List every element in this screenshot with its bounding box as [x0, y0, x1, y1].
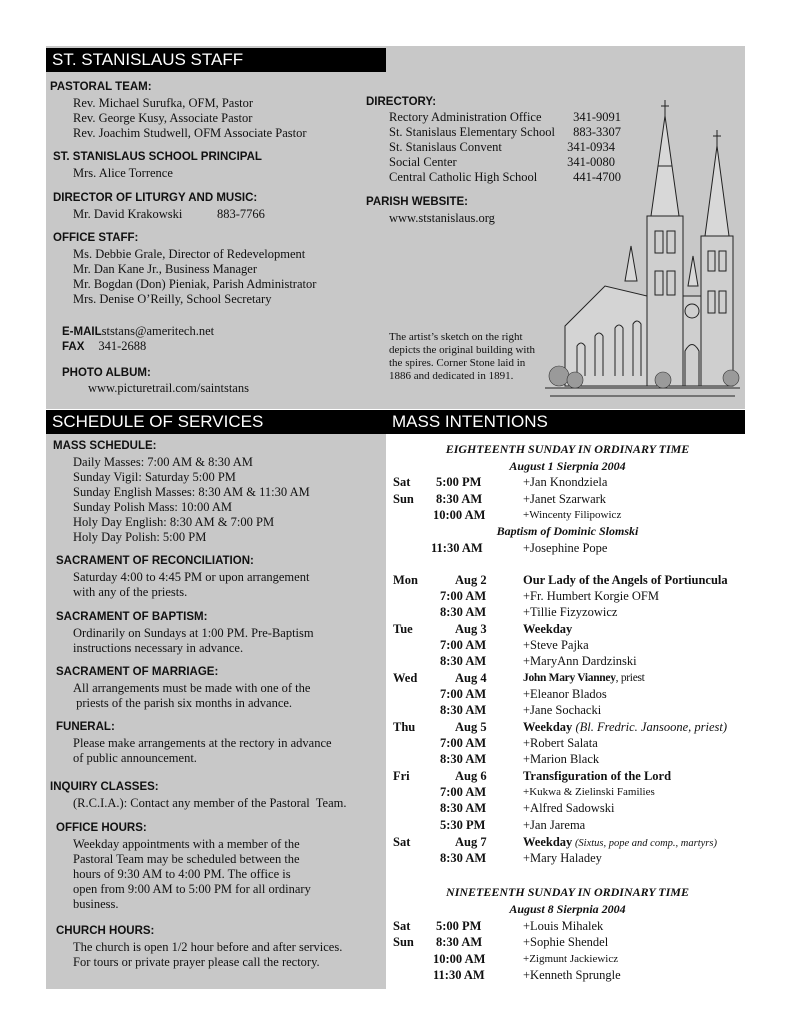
- staff-title-bar: [46, 48, 386, 72]
- intention-text: +Tillie Fizyzowicz: [523, 605, 618, 619]
- intention-text: +Alfred Sadowski: [523, 801, 615, 815]
- website-url[interactable]: www.ststanislaus.org: [389, 211, 495, 225]
- weekday-feast: Weekday: [523, 622, 573, 636]
- church-hours-line: The church is open 1/2 hour before and after services.: [73, 940, 343, 954]
- weekday-date: Aug 6: [455, 769, 487, 783]
- email-label: E-MAIL: [62, 326, 102, 338]
- weekday-feast: John Mary Vianney: [523, 672, 616, 684]
- intention-row: [390, 817, 740, 833]
- intention-text: +Jan Knondziela: [523, 475, 608, 489]
- intention-row: [390, 784, 740, 800]
- inquiry-text: (R.C.I.A.): Contact any member of the Pastoral Team.: [73, 796, 347, 810]
- intention-row: [390, 604, 740, 620]
- weekday-feast-note: (Bl. Fredric. Jansoone, priest): [572, 720, 728, 734]
- intention-text: +Steve Pajka: [523, 638, 589, 652]
- weekday-header-row: [390, 834, 740, 850]
- services-title-bar: [46, 410, 386, 434]
- intention-row: [390, 918, 740, 934]
- intention-text: +Kenneth Sprungle: [523, 968, 621, 982]
- intentions-title: MASS INTENTIONS: [392, 412, 548, 431]
- intention-text: +Mary Haladey: [523, 851, 602, 865]
- intention-time: 8:30 AM: [440, 703, 487, 717]
- intention-time: 7:00 AM: [440, 736, 487, 750]
- reconciliation-text: [73, 570, 309, 600]
- pastoral-member: Rev. George Kusy, Associate Pastor: [73, 111, 253, 125]
- pastoral-member: Rev. Michael Surufka, OFM, Pastor: [73, 96, 254, 110]
- liturgy-name: Mr. David Krakowski: [73, 207, 183, 221]
- weekday-feast: Transfiguration of the Lord: [523, 769, 672, 783]
- weekday-date: Aug 3: [455, 622, 487, 636]
- directory-phone: 341-9091: [573, 110, 621, 124]
- weekday-header-row: [390, 572, 740, 588]
- intention-time: 11:30 AM: [431, 541, 483, 555]
- office-hours-line: hours of 9:30 AM to 4:00 PM. The office is: [73, 867, 291, 881]
- email-address[interactable]: ststans@ameritech.net: [101, 324, 215, 338]
- office-hours-heading: OFFICE HOURS:: [56, 822, 147, 834]
- principal-heading: ST. STANISLAUS SCHOOL PRINCIPAL: [53, 151, 262, 163]
- pastoral-list: [73, 96, 307, 141]
- office-hours-line: business.: [73, 897, 119, 911]
- baptism-line: Ordinarily on Sundays at 1:00 PM. Pre-Baptism: [73, 626, 314, 640]
- baptism-heading: SACRAMENT OF BAPTISM:: [56, 611, 208, 623]
- mass-schedule-item: Holy Day English: 8:30 AM & 7:00 PM: [73, 515, 275, 529]
- intention-row: [390, 800, 740, 816]
- office-staff-member: Mr. Dan Kane Jr., Business Manager: [73, 262, 257, 276]
- pastoral-member: Rev. Joachim Studwell, OFM Associate Pastor: [73, 126, 307, 140]
- office-hours-line: Weekday appointments with a member of the: [73, 837, 300, 851]
- intention-row: [390, 507, 740, 523]
- weekday-header-row: [390, 719, 740, 735]
- reconciliation-line: with any of the priests.: [73, 585, 188, 599]
- liturgy-phone: 883-7766: [217, 207, 265, 221]
- weekday-feast: Our Lady of the Angels of Portiuncula: [523, 573, 728, 587]
- intention-time: 7:00 AM: [440, 589, 487, 603]
- mass-schedule-list: [73, 455, 310, 545]
- intention-time: 8:30 AM: [440, 801, 487, 815]
- intention-time: 8:30 AM: [440, 752, 487, 766]
- intention-text: +Wincenty Filipowicz: [523, 509, 622, 521]
- intention-time: 8:30 AM: [440, 654, 487, 668]
- directory-phone: 341-0080: [567, 155, 615, 169]
- intentions-title-bar: [386, 410, 745, 434]
- weekday-day: Tue: [393, 622, 413, 636]
- intention-time: 7:00 AM: [440, 638, 487, 652]
- weekday-feast-note: , priest: [615, 672, 645, 684]
- website-heading: PARISH WEBSITE:: [366, 196, 469, 208]
- church-hours-text: [73, 940, 342, 970]
- photo-album-url[interactable]: www.picturetrail.com/saintstans: [88, 381, 249, 395]
- intention-row: [390, 653, 740, 669]
- office-hours-line: Pastoral Team may be scheduled between the: [73, 852, 300, 866]
- intention-row: [390, 934, 740, 950]
- directory-name: Central Catholic High School: [389, 170, 538, 184]
- fax-label: FAX: [62, 341, 85, 353]
- office-hours-line: open from 9:00 AM to 5:00 PM for all ordinary: [73, 882, 311, 896]
- marriage-line: All arrangements must be made with one of the: [73, 681, 311, 695]
- mass-schedule-item: Sunday Polish Mass: 10:00 AM: [73, 500, 233, 514]
- intention-text: +Eleanor Blados: [523, 687, 607, 701]
- directory-phone: 341-0934: [567, 140, 615, 154]
- office-staff-member: Ms. Debbie Grale, Director of Redevelopment: [73, 247, 306, 261]
- office-staff-list: [73, 247, 316, 307]
- weekday-header-row: [390, 670, 740, 686]
- fax-number: 341-2688: [98, 339, 147, 353]
- weekday-date: Aug 4: [455, 671, 487, 685]
- intention-day: Sun: [393, 935, 414, 949]
- mass-schedule-heading: MASS SCHEDULE:: [53, 440, 157, 452]
- directory-name: Rectory Administration Office: [389, 110, 542, 124]
- intention-time: 7:00 AM: [440, 785, 487, 799]
- baptism-note: Baptism of Dominic Slomski: [496, 524, 639, 538]
- intention-text: +Jan Jarema: [523, 818, 586, 832]
- intention-text: +MaryAnn Dardzinski: [523, 654, 637, 668]
- weekday-header-row: [390, 768, 740, 784]
- fax-line: [62, 337, 146, 355]
- intention-text: +Jane Sochacki: [523, 703, 602, 717]
- intention-text: +Janet Szarwark: [523, 492, 607, 506]
- mass-schedule-item: Daily Masses: 7:00 AM & 8:30 AM: [73, 455, 253, 469]
- intention-day: Sat: [393, 475, 411, 489]
- intention-time: 8:30 AM: [440, 605, 487, 619]
- intention-row: [390, 686, 740, 702]
- week1-title: EIGHTEENTH SUNDAY IN ORDINARY TIME: [445, 442, 690, 456]
- intention-text: +Josephine Pope: [523, 541, 608, 555]
- weekday-feast-line: [523, 719, 727, 735]
- weekday-day: Fri: [393, 769, 410, 783]
- week2-title: NINETEENTH SUNDAY IN ORDINARY TIME: [446, 885, 689, 899]
- intention-time: 5:00 PM: [436, 475, 482, 489]
- office-staff-heading: OFFICE STAFF:: [53, 232, 139, 244]
- intention-time: 5:30 PM: [440, 818, 486, 832]
- intention-time: 8:30 AM: [436, 492, 483, 506]
- reconciliation-line: Saturday 4:00 to 4:45 PM or upon arrangement: [73, 570, 310, 584]
- week1-date: August 1 Sierpnia 2004: [509, 459, 626, 473]
- intention-row: [390, 491, 740, 507]
- baptism-line: instructions necessary in advance.: [73, 641, 244, 655]
- office-staff-member: Mrs. Denise O’Reilly, School Secretary: [73, 292, 272, 306]
- directory-name: St. Stanislaus Convent: [389, 140, 502, 154]
- weekday-day: Sat: [393, 835, 411, 849]
- mass-schedule-item: Sunday English Masses: 8:30 AM & 11:30 AM: [73, 485, 310, 499]
- funeral-heading: FUNERAL:: [56, 721, 115, 733]
- mass-schedule-item: Sunday Vigil: Saturday 5:00 PM: [73, 470, 236, 484]
- intention-time: 10:00 AM: [433, 508, 486, 522]
- intention-text: +Louis Mihalek: [523, 919, 604, 933]
- directory-phone: 883-3307: [573, 125, 621, 139]
- intention-text: +Fr. Humbert Korgie OFM: [523, 589, 659, 603]
- intention-row: [390, 540, 740, 556]
- weekday-day: Mon: [393, 573, 418, 587]
- intention-row: [390, 588, 740, 604]
- mass-schedule-item: Holy Day Polish: 5:00 PM: [73, 530, 207, 544]
- intention-text: +Kukwa & Zielinski Families: [523, 786, 655, 798]
- intention-day: Sat: [393, 919, 411, 933]
- funeral-text: [73, 736, 332, 766]
- intention-row: [390, 967, 740, 983]
- sketch-caption: The artist’s sketch on the right depicts the original building with the spires. Corner Stone laid in 1886 and dedicated in 1891.: [389, 331, 536, 382]
- liturgy-heading: DIRECTOR OF LITURGY AND MUSIC:: [53, 192, 258, 204]
- intention-row: [390, 735, 740, 751]
- intention-text: +Marion Black: [523, 752, 600, 766]
- intention-time: 11:30 AM: [433, 968, 485, 982]
- intention-row: [390, 951, 740, 967]
- weekday-feast-note: (Sixtus, pope and comp., martyrs): [572, 838, 717, 849]
- week2-date: August 8 Sierpnia 2004: [509, 902, 626, 916]
- intention-time: 10:00 AM: [433, 952, 486, 966]
- weekday-day: Wed: [393, 671, 418, 685]
- intention-row: [390, 474, 740, 490]
- services-title: SCHEDULE OF SERVICES: [52, 412, 264, 431]
- photo-album-heading: PHOTO ALBUM:: [62, 367, 151, 379]
- marriage-line: priests of the parish six months in advance.: [73, 696, 293, 710]
- intention-row: [390, 751, 740, 767]
- marriage-text: [73, 681, 310, 711]
- weekday-day: Thu: [393, 720, 416, 734]
- staff-title: ST. STANISLAUS STAFF: [52, 50, 244, 69]
- funeral-line: Please make arrangements at the rectory in advance: [73, 736, 332, 750]
- weekday-feast: Weekday: [523, 720, 573, 734]
- weekday-date: Aug 5: [455, 720, 487, 734]
- directory-name: Social Center: [389, 155, 457, 169]
- intention-row: [390, 702, 740, 718]
- office-hours-text: [73, 837, 311, 912]
- reconciliation-heading: SACRAMENT OF RECONCILIATION:: [56, 555, 254, 567]
- funeral-line: of public announcement.: [73, 751, 197, 765]
- church-hours-line: For tours or private prayer please call the rectory.: [73, 955, 320, 969]
- directory-name: St. Stanislaus Elementary School: [389, 125, 555, 139]
- office-staff-member: Mr. Bogdan (Don) Pieniak, Parish Administrator: [73, 277, 317, 291]
- directory-heading: DIRECTORY:: [366, 96, 437, 108]
- weekday-date: Aug 2: [455, 573, 487, 587]
- intention-time: 5:00 PM: [436, 919, 482, 933]
- inquiry-heading: INQUIRY CLASSES:: [50, 781, 159, 793]
- marriage-heading: SACRAMENT OF MARRIAGE:: [56, 666, 219, 678]
- church-sketch-image: [545, 96, 740, 404]
- intention-row: [390, 850, 740, 866]
- intention-time: 8:30 AM: [440, 851, 487, 865]
- directory-phone: 441-4700: [573, 170, 621, 184]
- weekday-feast-line: [523, 670, 645, 686]
- intention-time: 7:00 AM: [440, 687, 487, 701]
- intention-text: +Robert Salata: [523, 736, 598, 750]
- intention-text: +Sophie Shendel: [523, 935, 609, 949]
- intention-row: [390, 637, 740, 653]
- weekday-header-row: [390, 621, 740, 637]
- weekday-feast: Weekday: [523, 835, 573, 849]
- intention-day: Sun: [393, 492, 414, 506]
- principal-name: Mrs. Alice Torrence: [73, 166, 173, 180]
- weekday-date: Aug 7: [455, 835, 487, 849]
- pastoral-heading: PASTORAL TEAM:: [50, 81, 152, 93]
- baptism-text: [73, 626, 314, 656]
- church-hours-heading: CHURCH HOURS:: [56, 925, 155, 937]
- intention-text: +Zigmunt Jackiewicz: [523, 953, 619, 965]
- intention-time: 8:30 AM: [436, 935, 483, 949]
